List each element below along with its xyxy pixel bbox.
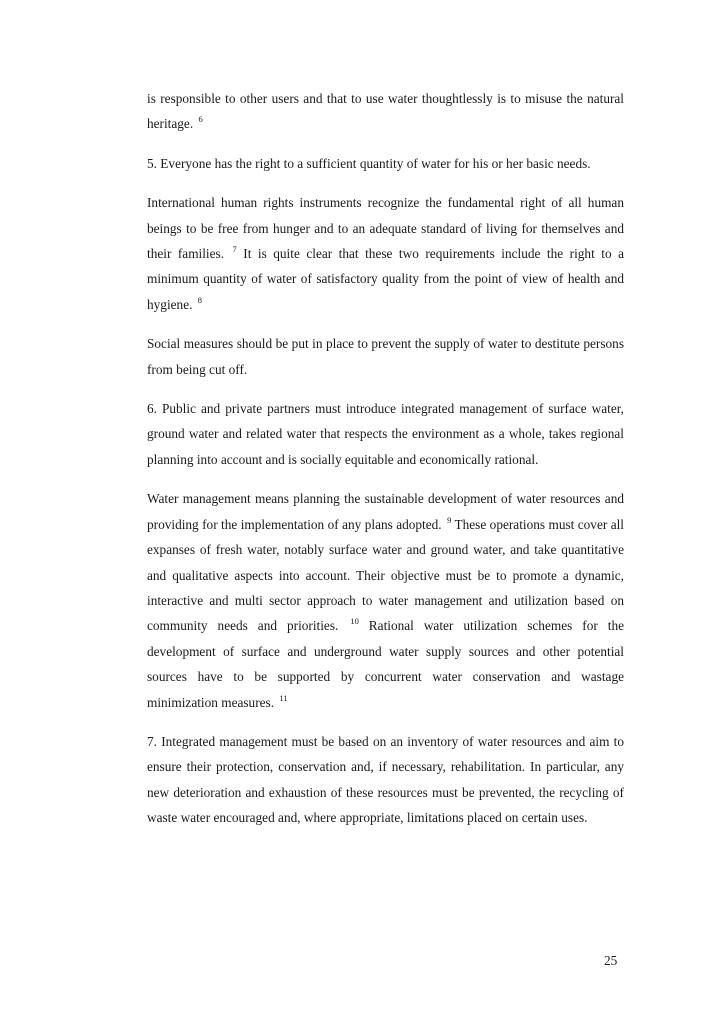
paragraph-text: 7. Integrated management must be based on an inventory of water resources and aim to ensure their protection, conservation and, if necessary, rehabilitation. In particular, any new deterioration and exhaustion of these resources must be prevented, the recycling of waste water encouraged and, where appropriate, limitations placed on certain uses. bbox=[147, 733, 624, 826]
paragraph-text: Water management means planning the sustainable development of water resources and providing for the implementation of any plans adopted. bbox=[147, 491, 624, 532]
paragraph-text: is responsible to other users and that to use water thoughtlessly is to misuse the natural heritage. bbox=[147, 91, 624, 132]
paragraph-text: 6. Public and private partners must introduce integrated management of surface water, ground water and related water that respects the environment as a whole, takes regional planning into account and is socially equitable and economically rational. bbox=[147, 401, 624, 467]
footnote-reference: 6 bbox=[198, 114, 203, 125]
paragraph-text: These operations must cover all expanses of fresh water, notably surface water and ground water, and take quantitative and qualitative aspects into account. Their objective must be to promote a dynamic, interactive and multi sector approach to water management and utilization based on community needs and priorities. bbox=[147, 516, 625, 634]
paragraph bbox=[147, 331, 624, 382]
footnote-reference: 11 bbox=[279, 692, 288, 703]
footnote-reference: 8 bbox=[197, 294, 202, 305]
footnote-reference: 9 bbox=[447, 514, 452, 525]
footnote-reference: 7 bbox=[232, 244, 237, 255]
page-number: 25 bbox=[604, 953, 618, 968]
paragraph-text: Rational water utilization schemes for the development of surface and underground water supply sources and other potential sources have to be supported by concurrent water conservation and wastage minimization measures. bbox=[147, 618, 624, 710]
paragraph bbox=[147, 151, 624, 176]
paragraph bbox=[147, 486, 624, 715]
paragraph-text: Social measures should be put in place to prevent the supply of water to destitute persons from being cut off. bbox=[147, 336, 624, 377]
document-body bbox=[147, 86, 624, 831]
footnote-reference: 10 bbox=[350, 616, 359, 627]
paragraph-text: It is quite clear that these two requirements include the right to a minimum quantity of water of satisfactory quality from the point of view of health and hygiene. bbox=[147, 246, 625, 312]
paragraph bbox=[147, 86, 624, 137]
paragraph-text: International human rights instruments recognize the fundamental right of all human beings to be free from hunger and to an adequate standard of living for themselves and their families. bbox=[147, 195, 624, 262]
paragraph bbox=[147, 190, 624, 317]
paragraph bbox=[147, 729, 624, 831]
paragraph bbox=[147, 396, 624, 472]
paragraph-text: 5. Everyone has the right to a sufficient quantity of water for his or her basic needs. bbox=[147, 155, 591, 171]
